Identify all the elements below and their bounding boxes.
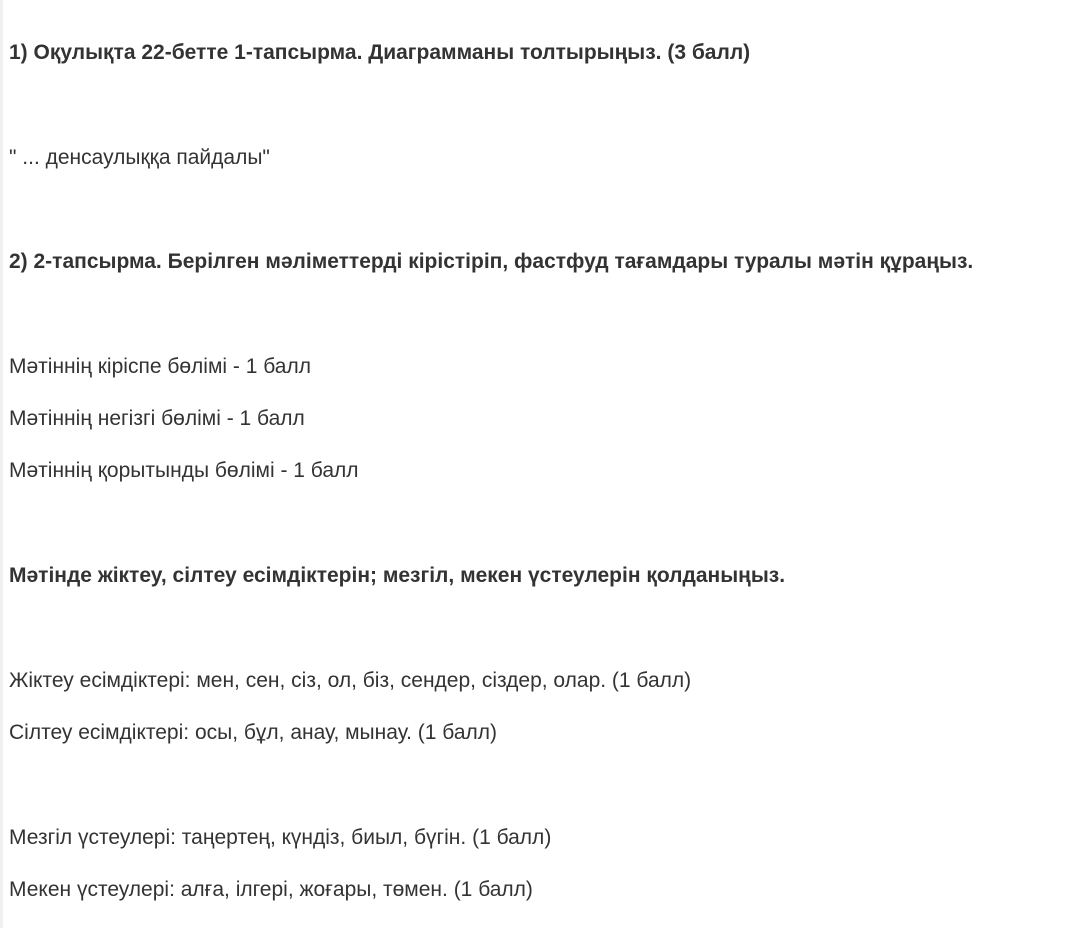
time-adverbs: Мезгіл үстеулері: таңертең, күндіз, биыл, бүгін. (1 балл) <box>9 826 552 849</box>
grammar-instruction: Мәтінде жіктеу, сілтеу есімдіктерін; мезгіл, мекен үстеулерін қолданыңыз. <box>9 564 786 587</box>
left-margin-rule <box>0 0 3 928</box>
personal-pronouns: Жіктеу есімдіктері: мен, сен, сіз, ол, біз, сендер, сіздер, олар. (1 балл) <box>9 669 692 692</box>
text-part-intro: Мәтіннің кіріспе бөлімі - 1 балл <box>9 355 311 378</box>
task1-heading: 1) Оқулықта 22-бетте 1-тапсырма. Диаграмманы толтырыңыз. (3 балл) <box>9 41 751 64</box>
demonstrative-pronouns: Сілтеу есімдіктері: осы, бұл, анау, мынау. (1 балл) <box>9 721 497 744</box>
text-part-conclusion: Мәтіннің қорытынды бөлімі - 1 балл <box>9 459 359 482</box>
task1-quote: " ... денсаулыққа пайдалы" <box>9 146 270 169</box>
text-part-main: Мәтіннің негізгі бөлімі - 1 балл <box>9 407 305 430</box>
place-adverbs: Мекен үстеулері: алға, ілгері, жоғары, төмен. (1 балл) <box>9 878 533 901</box>
task2-heading: 2) 2-тапсырма. Берілген мәліметтерді кірістіріп, фастфуд тағамдары туралы мәтін құраңыз. <box>9 250 974 273</box>
